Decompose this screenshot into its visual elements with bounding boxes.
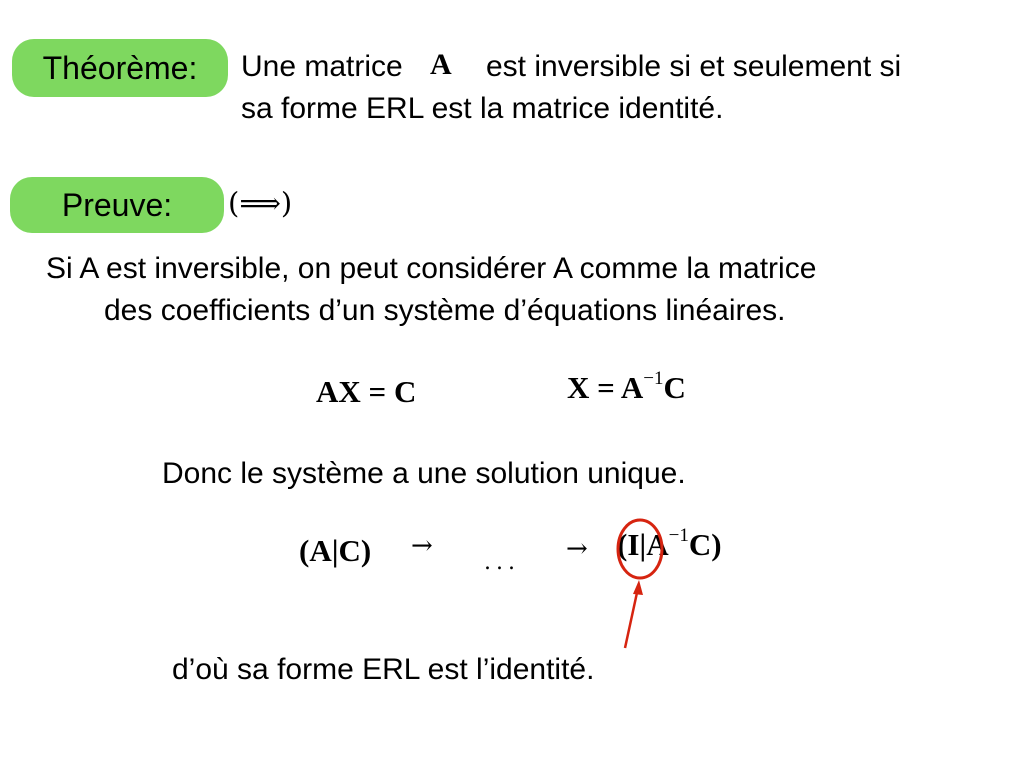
highlight-pointer-line	[625, 588, 638, 648]
highlight-pointer-arrowhead	[633, 580, 643, 595]
proof-sentence-line-2: des coefficients d’un système d’équations linéaires.	[104, 294, 786, 327]
unique-solution-text: Donc le système a une solution unique.	[162, 457, 686, 490]
augmented-matrix-start: (A|C)	[299, 533, 372, 568]
matrix-end-exponent: −1	[668, 525, 689, 546]
equation-system: AX = C	[316, 374, 417, 409]
theorem-matrix-symbol: A	[430, 48, 452, 81]
theorem-line-2: sa forme ERL est la matrice identité.	[241, 92, 724, 125]
theorem-text-start: Une matrice	[241, 50, 403, 83]
identity-highlight-circle	[618, 520, 662, 578]
proof-badge-label: Preuve:	[61, 187, 173, 223]
solution-rhs: C	[663, 370, 686, 405]
proof-direction: (⟹)	[228, 186, 293, 220]
identity-conclusion-text: d’où sa forme ERL est l’identité.	[172, 653, 595, 686]
theorem-badge-label: Théorème:	[42, 50, 198, 86]
proof-sentence-line-1: Si A est inversible, on peut considérer A comme la matrice	[46, 252, 817, 285]
matrix-end-rhs: C)	[688, 527, 722, 562]
matrix-end-lhs: (I|A	[617, 527, 669, 562]
solution-lhs: X = A	[567, 370, 644, 405]
solution-exponent: −1	[643, 368, 664, 389]
theorem-text-end: est inversible si et seulement si	[486, 50, 902, 83]
reduction-arrow-2: →	[566, 534, 588, 564]
reduction-dots: ...	[484, 550, 520, 575]
reduction-arrow-1: →	[411, 531, 433, 561]
